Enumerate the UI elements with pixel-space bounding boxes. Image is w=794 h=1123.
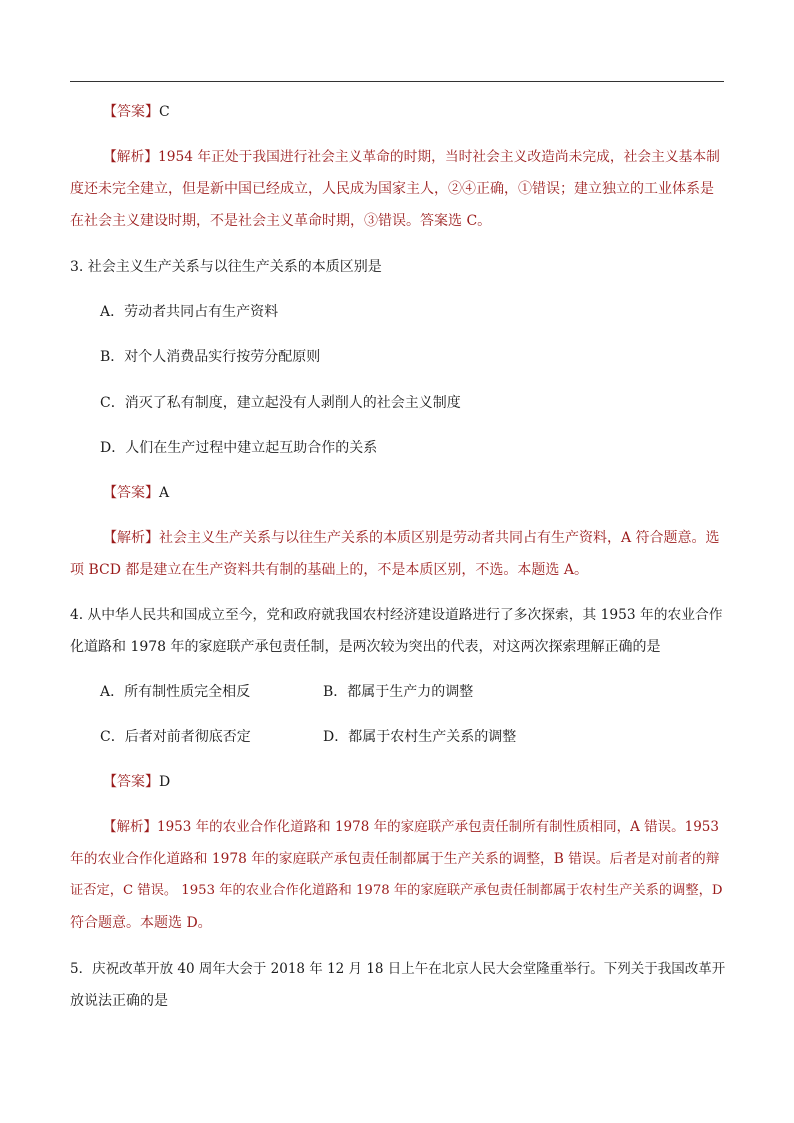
header-rule [70, 81, 724, 82]
answer-value: D [159, 774, 171, 790]
q4-option-a: A．所有制性质完全相反 [100, 684, 251, 700]
q2-analysis-line: 度还未完全建立，但是新中国已经成立，人民成为国家主人，②④正确，①错误；建立独立的工业体系是 [70, 181, 714, 197]
answer-value: C [159, 104, 170, 120]
q3-analysis-line: 【解析】社会主义生产关系与以往生产关系的本质区别是劳动者共同占有生产资料，A 符合题意。选 [103, 530, 720, 546]
q4-analysis-line: 年的农业合作化道路和 1978 年的家庭联产承包责任制都属于生产关系的调整，B 错误。后者是对前者的辩 [70, 851, 720, 867]
q4-answer [103, 773, 170, 791]
q4-stem-line: 化道路和 1978 年的家庭联产承包责任制，是两次较为突出的代表，对这两次探索理解正确的是 [70, 639, 661, 655]
q4-option-d: D．都属于农村生产关系的调整 [323, 729, 517, 745]
q2-answer [103, 103, 170, 121]
q4-option-c: C．后者对前者彻底否定 [100, 729, 251, 745]
q5-stem-line: 5．庆祝改革开放 40 周年大会于 2018 年 12 月 18 日上午在北京人民大会堂隆重举行。下列关于我国改革开 [70, 961, 726, 977]
answer-value: A [159, 485, 170, 501]
q4-analysis-line: 证否定，C 错误。 1953 年的农业合作化道路和 1978 年的家庭联产承包责任制都属于农村生产关系的调整，D [70, 883, 723, 898]
q3-answer [103, 484, 169, 502]
q4-option-b: B．都属于生产力的调整 [323, 684, 474, 700]
q2-analysis-line: 【解析】1954 年正处于我国进行社会主义革命的时期，当时社会主义改造尚未完成，社会主义基本制 [103, 149, 720, 165]
q3-analysis-line: 项 BCD 都是建立在生产资料共有制的基础上的，不是本质区别，不选。本题选 A。 [70, 562, 588, 578]
q3-option-d: D．人们在生产过程中建立起互助合作的关系 [100, 440, 378, 456]
q4-analysis-line: 【解析】1953 年的农业合作化道路和 1978 年的家庭联产承包责任制所有制性质相同，A 错误。1953 [103, 819, 719, 835]
answer-label: 【答案】 [103, 104, 159, 120]
answer-label: 【答案】 [103, 774, 159, 790]
analysis-label: 【解析】 [103, 819, 157, 835]
q3-option-b: B．对个人消费品实行按劳分配原则 [100, 349, 321, 365]
q3-option-a: A．劳动者共同占有生产资料 [100, 304, 279, 320]
q3-option-c: C．消灭了私有制度，建立起没有人剥削人的社会主义制度 [100, 395, 461, 411]
q2-analysis-line: 在社会主义建设时期，不是社会主义革命时期，③错误。答案选 C。 [70, 213, 492, 229]
analysis-label: 【解析】 [103, 149, 159, 165]
q4-stem-line: 4. 从中华人民共和国成立至今，党和政府就我国农村经济建设道路进行了多次探索，其 1953 年的农业合作 [70, 607, 723, 623]
q5-stem-line: 放说法正确的是 [70, 993, 168, 1009]
answer-label: 【答案】 [103, 485, 159, 501]
analysis-label: 【解析】 [103, 530, 159, 546]
q4-analysis-line: 符合题意。本题选 D。 [70, 915, 212, 931]
q3-stem: 3. 社会主义生产关系与以往生产关系的本质区别是 [70, 259, 382, 275]
